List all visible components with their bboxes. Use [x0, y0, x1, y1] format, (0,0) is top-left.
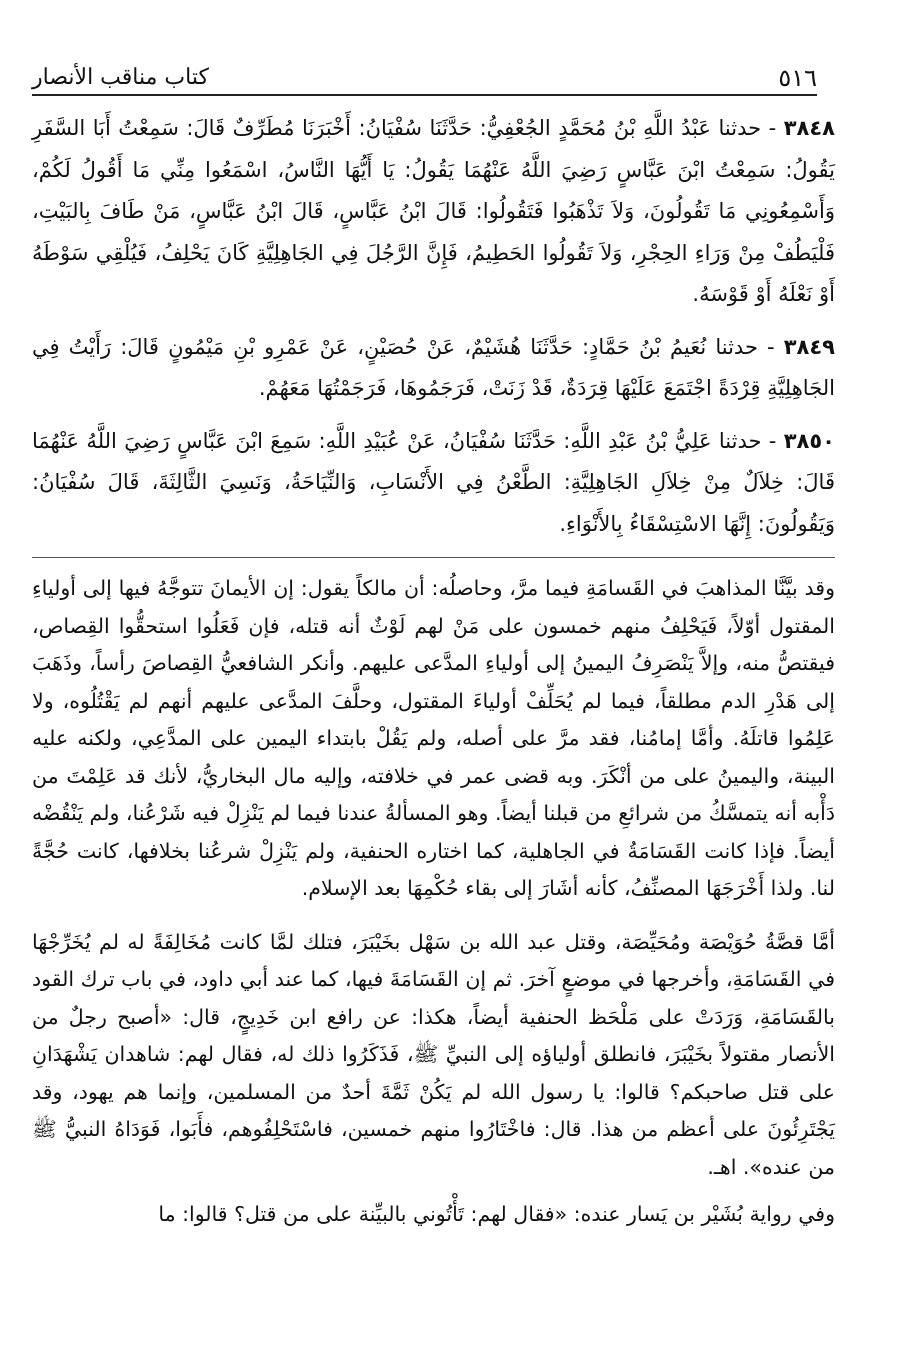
page-number: ٥١٦: [778, 64, 817, 92]
page-header: [32, 58, 817, 96]
hadith-number: ٣٨٤٩: [783, 334, 835, 359]
page-content: [32, 108, 835, 1234]
commentary-paragraph: وقد بيَّنَّا المذاهبَ في القَسامَةِ فيما مرَّ، وحاصلُه: أن مالكاً يقول: إن الأيمانَ تتوجَّهُ فيها إلى أولياءِ المقتول أوّلاً، فَيَحْلِفُ منهم خمسون على مَنْ لهم لَوْثٌ أنه قتله، فإن فَعَلُوا استحقُّوا القِصاص، فيقتصُّ منه، وإلاَّ يَنْصَرِفُ اليمينُ إلى أولياءِ المدَّعى عليهم. وأنكر الشافعيُّ القِصاصَ رأساً، وذَهَبَ إلى هَدْرِ الدم مطلقاً، فيما لم يُحَلِّفْ أولياءَ المقتول، وحلَّفَ المدَّعى عليهم أنهم لم يَقْتُلُوه، ولا عَلِمُوا قاتلَهُ. وأمَّا إمامُنا، فقد مرَّ على أصله، ولم يَقُلْ بابتداء اليمين على المدَّعِي، ولكنه عليه البينة، واليمينُ على من أنْكَرَ. وبه قضى عمر في خلافته، وإليه مال البخاريُّ، لأنك قد عَلِمْتَ من دَأْبه أنه يتمسَّكُ من شرائعِ من قبلنا أيضاً. وهو المسألةُ عندنا فيما لم يَنْزِلْ فيه شَرْعُنا، ولم يَنْقُضْه أيضاً. فإذا كانت القَسَامَةُ في الجاهلية، كما اختاره الحنفية، ولم يَنْزِلْ شرعُنا بخلافها، كانت حُجَّةً لنا. ولذا أَخْرَجَهَا المصنِّفُ، كأنه أشَارَ إلى بقاء حُكْمِهَا بعد الإسلام.: [32, 576, 835, 900]
section-divider: [32, 557, 835, 558]
book-title: كتاب مناقب الأنصار: [32, 65, 209, 90]
commentary-paragraph: أمَّا قصَّةُ حُوَيْصَة ومُحَيِّصَة، وقتل عبد الله بن سَهْل بخَيْبَرَ، فتلك لمَّا كانت مُخَالِفَةً له لم يُخَرِّجْهَا في القَسَامَةِ، وأخرجها في موضعٍ آخرَ. ثم إن القَسَامَةَ فيها، كما عند أبي داود، في باب ترك القود بالقَسَامَةِ، وَرَدَتْ على مَلْحَظ الحنفية أيضاً، هكذا: عن رافع ابن خَدِيجٍ، قال: «أصبح رجلٌ من الأنصار مقتولاً بخَيْبَرَ، فانطلق أولياؤه إلى النبيِّ ﷺ، فَذَكَرُوا ذلك له، فقال لهم: شاهدان يَشْهَدَانِ على قتل صاحبكم؟ قالوا: يا رسول الله لم يَكُنْ ثَمَّةَ أحدٌ من المسلمين، وإنما هم يهود، وقد يَجْتَرِئُونَ على أعظم من هذا. قال: فاخْتَارُوا منهم خمسين، فاسْتَحْلِفُوهم، فأَبَوا، فَوَدَاهُ النبيُّ ﷺ من عنده». اهـ.: [32, 929, 835, 1179]
hadith-3850: [32, 421, 835, 546]
hadith-3848: [32, 108, 835, 316]
hadith-text: - حدثنا عَلِيُّ بْنُ عَبْدِ اللَّهِ: حَدَّثَنَا سُفْيَانُ، عَنْ عُبَيْدِ اللَّهِ: سَمِعَ ابْنَ عَبَّاسٍ رَضِيَ اللَّهُ عَنْهُمَا قَالَ: خِلاَلٌ مِنْ خِلاَلِ الجَاهِلِيَّةِ: الطَّعْنُ فِي الأَنْسَابِ، وَالنِّيَاحَةُ، وَنَسِيَ الثَّالِثَةَ، قَالَ سُفْيَانُ: وَيَقُولُونَ: إِنَّهَا الاسْتِسْقَاءُ بِالأَنْوَاءِ.: [32, 428, 835, 536]
commentary-paragraph: وفي رواية بُشَيْر بن يَسار عنده: «فقال لهم: تَأْتُوني بالبيِّنة على من قتل؟ قالوا: ما: [158, 1202, 835, 1226]
hadith-number: ٣٨٥٠: [783, 428, 835, 453]
hadith-number: ٣٨٤٨: [783, 116, 835, 140]
hadith-text: - حدثنا نُعَيمُ بْنُ حَمَّادٍ: حَدَّثَنَا هُشَيْمٌ، عَنْ حُصَيْنٍ، عَنْ عَمْرِو بْنِ مَيْمُونٍ قَالَ: رَأَيْتُ فِي الجَاهِلِيَّةِ قِرْدَةً اجْتَمَعَ عَلَيْهَا قِرَدَةٌ، قَدْ زَنَتْ، فَرَجَمُوهَا، فَرَجَمْتُهَا مَعَهُمْ.: [32, 334, 835, 400]
hadith-text: - حدثنا عَبْدُ اللَّهِ بْنُ مُحَمَّدٍ الجُعْفِيُّ: حَدَّثَنَا سُفْيَانُ: أَخْبَرَنَا مُطَرِّفٌ قَالَ: سَمِعْتُ أَبَا السَّفَرِ يَقُولُ: سَمِعْتُ ابْنَ عَبَّاسٍ رَضِيَ اللَّهُ عَنْهُمَا يَقُولُ: يَا أَيُّهَا النَّاسُ، اسْمَعُوا مِنِّي مَا أَقُولُ لَكُمْ، وَأَسْمِعُونِي مَا تَقُولُونَ، وَلاَ تَذْهَبُوا فَتَقُولُوا: قَالَ ابْنُ عَبَّاسٍ، قَالَ ابْنُ عَبَّاسٍ، مَنْ طَافَ بِالبَيْتِ، فَلْيَطُفْ مِنْ وَرَاءِ الحِجْرِ، وَلاَ تَقُولُوا الحَطِيمُ، فَإِنَّ الرَّجُلَ فِي الجَاهِلِيَّةِ كَانَ يَحْلِفُ، فَيُلْقِي سَوْطَهُ أَوْ نَعْلَهُ أَوْ قَوْسَهُ.: [32, 116, 835, 306]
hadith-3849: [32, 327, 835, 410]
